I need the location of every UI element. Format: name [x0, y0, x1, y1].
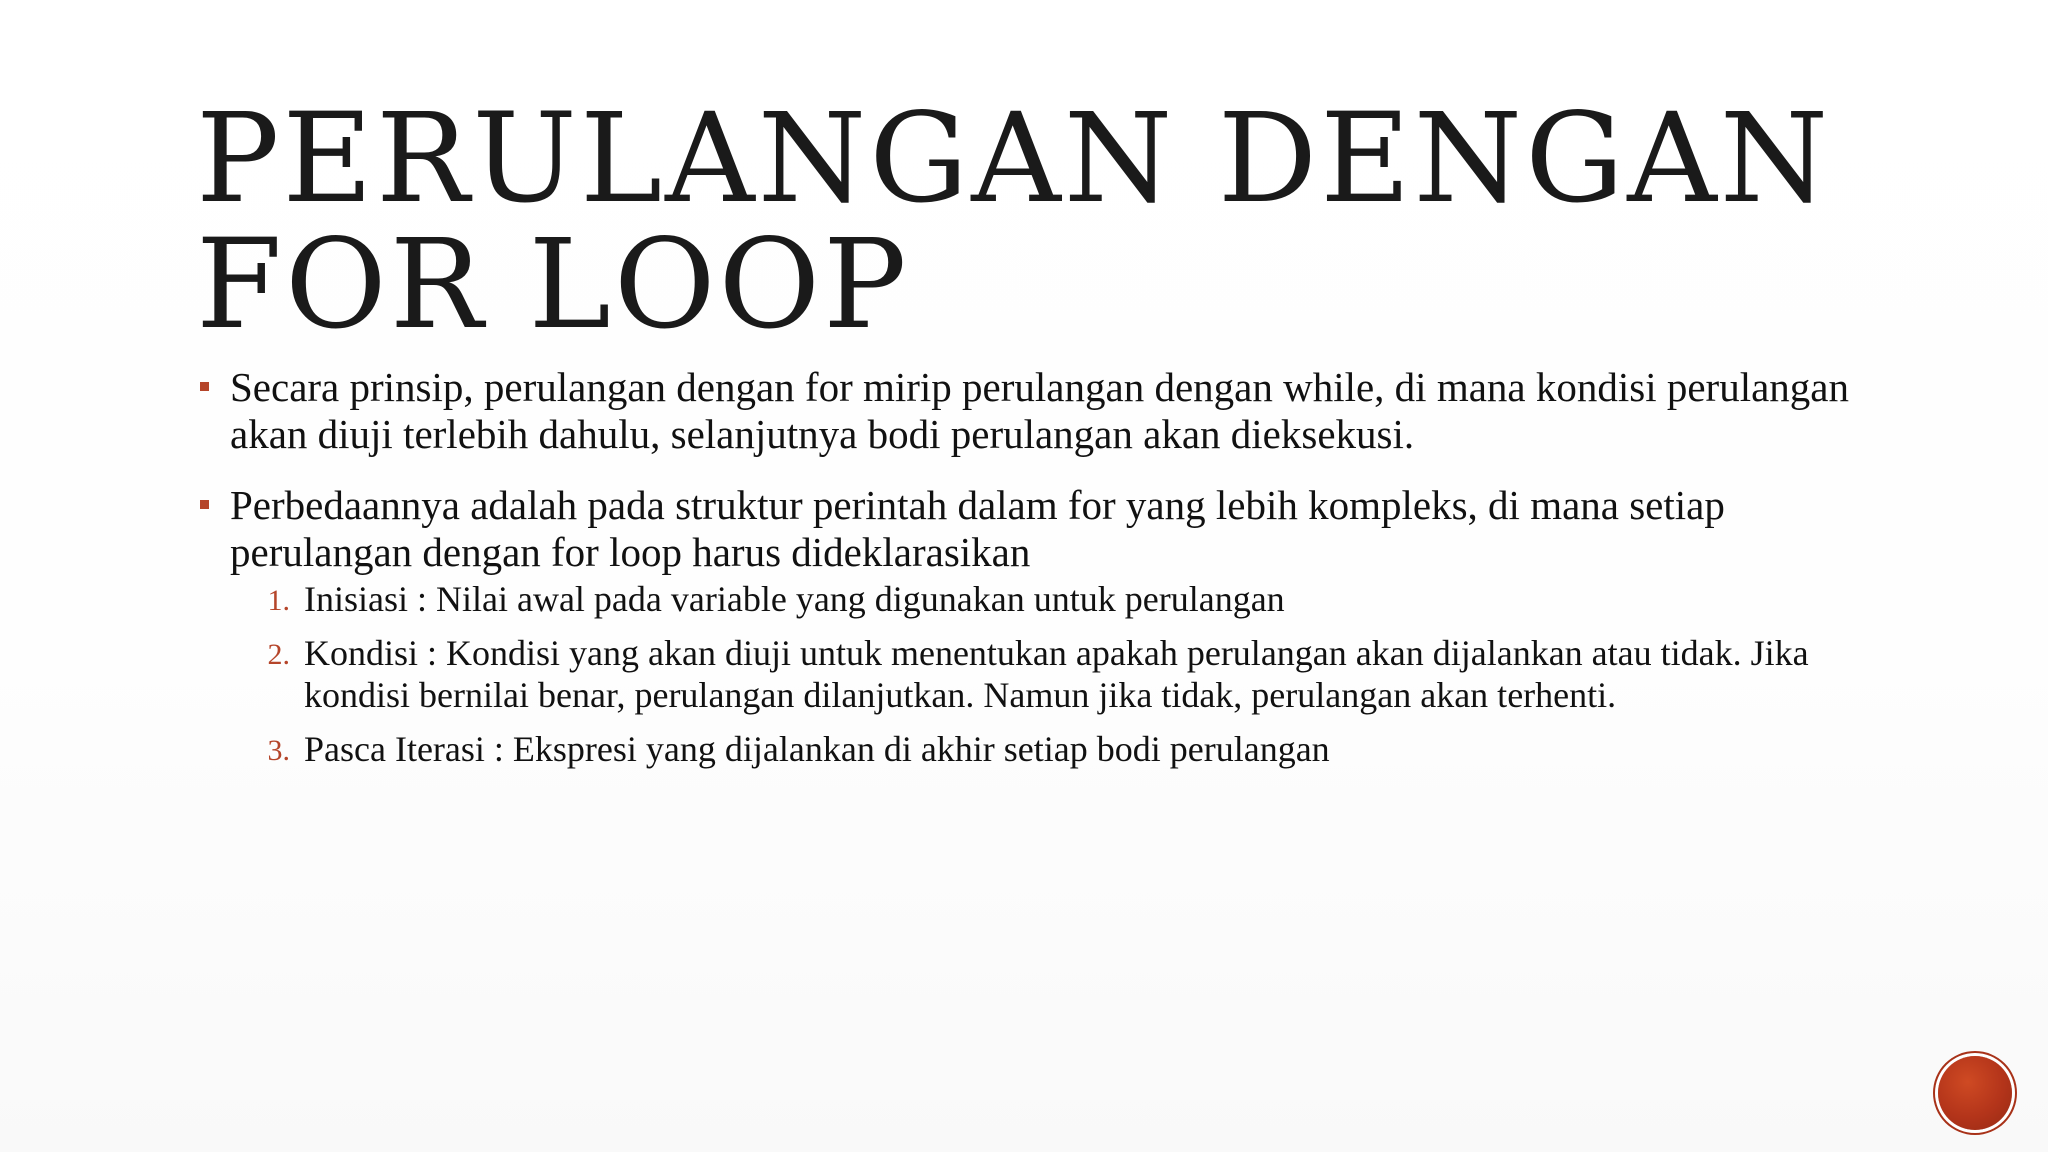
title-line-2: FOR LOOP — [196, 213, 910, 357]
sublist-number: 3. — [267, 734, 290, 767]
sublist-number: 2. — [267, 638, 290, 671]
slide-content — [196, 364, 1896, 794]
sublist-item — [230, 728, 1896, 770]
numbered-sublist — [230, 578, 1896, 770]
bullet-item — [196, 364, 1896, 458]
square-bullet-icon — [200, 382, 209, 391]
sublist-item — [230, 578, 1896, 620]
title-line-1: PERULANGAN DENGAN — [196, 87, 1832, 231]
sublist-text: Inisiasi : Nilai awal pada variable yang digunakan untuk perulangan — [304, 579, 1285, 619]
bullet-text: Secara prinsip, perulangan dengan for mirip perulangan dengan while, di mana kondisi perulangan akan diuji terlebih dahulu, selanjutnya bodi perulangan akan dieksekusi. — [230, 364, 1849, 457]
sublist-text: Kondisi : Kondisi yang akan diuji untuk menentukan apakah perulangan akan dijalankan atau tidak. Jika kondisi bernilai benar, perulangan dilanjutkan. Namun jika tidak, perulangan akan terhenti. — [304, 633, 1809, 715]
bullet-text: Perbedaannya adalah pada struktur perintah dalam for yang lebih kompleks, di mana setiap perulangan dengan for loop harus dideklarasikan — [230, 482, 1725, 575]
sublist-number: 1. — [267, 584, 290, 617]
circle-button-icon[interactable] — [1938, 1056, 2012, 1130]
sublist-item — [230, 632, 1896, 716]
sublist-text: Pasca Iterasi : Ekspresi yang dijalankan di akhir setiap bodi perulangan — [304, 729, 1330, 769]
bullet-item — [196, 482, 1896, 770]
slide-title — [196, 87, 1896, 357]
square-bullet-icon — [200, 500, 209, 509]
